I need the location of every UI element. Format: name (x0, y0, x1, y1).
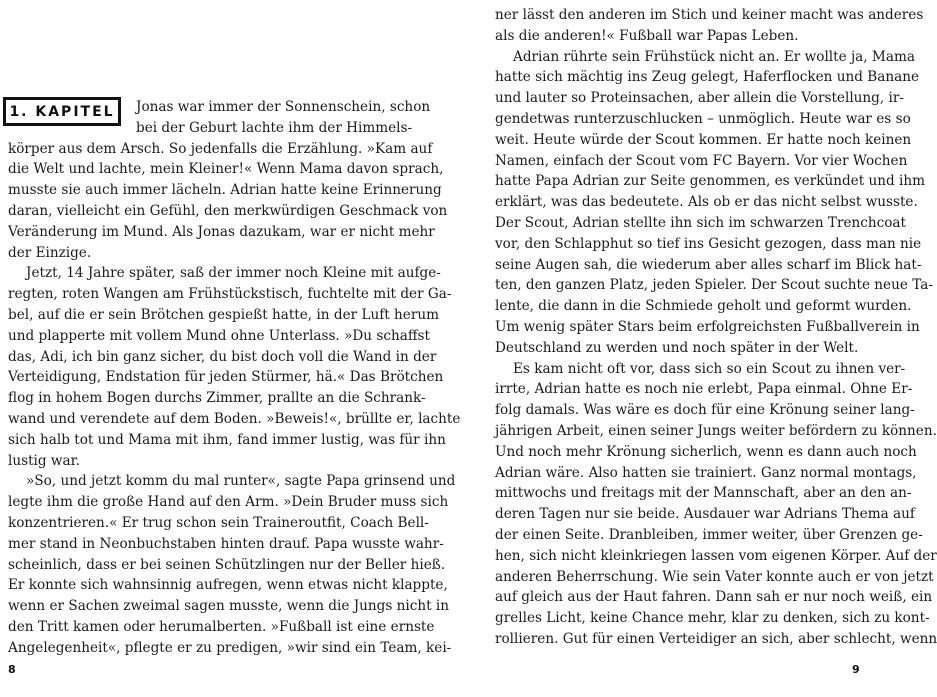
text-line: Verteidigung, Endstation für jeden Stürmer, hä.« Das Brötchen (8, 369, 444, 386)
text-line: bei der Geburt lachte ihm der Himmels- (136, 119, 413, 136)
text-line: grelles Licht, keine Chance mehr, klar zu denken, sich zu kont- (495, 610, 930, 627)
text-line: Namen, einfach der Scout vom FC Bayern. Vor vier Wochen (495, 152, 908, 169)
text-line: musste sie auch immer lächeln. Adrian hatte keine Erinnerung (8, 182, 442, 199)
text-line: Jonas war immer der Sonnenschein, schon (136, 99, 431, 115)
text-line: mittwochs und freitags mit der Mannschaft, aber an den an- (495, 485, 912, 502)
text-line: Es kam nicht oft vor, dass sich so ein Scout zu ihnen ver- (513, 360, 906, 377)
text-line: Er konnte sich wahnsinnig aufregen, wenn etwas nicht klappte, (8, 577, 448, 594)
text-line: ten, den ganzen Platz, jeden Spieler. Der Scout suchte neue Ta- (495, 277, 933, 294)
text-line: der Einzige. (8, 244, 92, 261)
text-line: Und noch mehr Krönung sicherlich, wenn es dann auch noch (495, 443, 917, 460)
text-line: den Tritt kamen oder herumalberten. »Fußball ist eine ernste (8, 618, 435, 635)
text-line: lente, die dann in die Schmiede geholt und geformt wurden. (495, 298, 912, 315)
text-line: das, Adi, ich bin ganz sicher, du bist doch voll die Wand in der (8, 348, 437, 365)
text-line: weit. Heute würde der Scout kommen. Er hatte noch keinen (495, 131, 912, 148)
text-line: deren Tagen nur sie beide. Ausdauer war Adrians Thema auf (495, 506, 915, 523)
page-number-left: 8 (8, 663, 16, 676)
text-line: konzentrieren.« Er trug schon sein Traineroutfit, Coach Bell- (8, 514, 429, 531)
text-line: sich halb tot und Mama mit ihm, fand immer lustig, was für ihn (8, 431, 446, 448)
text-line: scheinlich, dass er bei seinen Schützlingen nur der Beller hieß. (8, 556, 446, 573)
text-line: Jetzt, 14 Jahre später, saß der immer noch Kleine mit aufge- (26, 265, 441, 282)
text-line: hatte Papa Adrian zur Seite genommen, es verkündet und ihm (495, 173, 926, 190)
text-line: irrte, Adrian hatte es noch nie erlebt, Papa einmal. Ohne Er- (495, 381, 913, 398)
text-line: Adrian wäre. Also hatten sie trainiert. Ganz normal montags, (495, 464, 917, 481)
text-line: hen, sich nicht kleinkriegen lassen vom eigenen Körper. Auf der (495, 547, 937, 564)
text-line: auf gleich aus der Haut fahren. Dann sah er nur noch weiß, ein (495, 589, 933, 606)
text-line: als die anderen!« Fußball war Papas Leben. (495, 27, 799, 44)
text-line: wand und verendete auf dem Boden. »Beweis!«, brüllte er, lachte (8, 410, 461, 427)
text-line: rollieren. Gut für einen Verteidiger an sich, aber schlecht, wenn (495, 630, 937, 647)
right-page (495, 5, 937, 650)
text-line: daran, vielleicht ein Gefühl, den merkwürdigen Geschmack von (8, 202, 448, 219)
text-line: Der Scout, Adrian stellte ihn sich im schwarzen Trenchcoat (495, 214, 906, 231)
text-line: regten, roten Wangen am Frühstückstisch, fuchtelte mit der Ga- (8, 286, 452, 303)
text-line: »So, und jetzt komm du mal runter«, sagte Papa grinsend und (26, 473, 456, 490)
text-line: flog in hohem Bogen durchs Zimmer, prallte an die Schrank- (8, 390, 426, 407)
text-line: wenn er Sachen zweimal sagen musste, wenn die Jungs nicht in (8, 598, 450, 615)
text-line: hatte sich mächtig ins Zeug gelegt, Haferflocken und Banane (495, 69, 920, 86)
text-line: erklärt, was das bedeutete. Als ob er das nicht selbst wusste. (495, 194, 918, 211)
text-line: ner lässt den anderen im Stich und keiner macht was anderes (495, 7, 924, 23)
text-line: Angelegenheit«, pflegte er zu predigen, »wir sind ein Team, kei- (8, 639, 452, 656)
text-line: gendetwas runterzuschlucken – unmöglich. Heute war es so (495, 110, 911, 127)
text-line: Adrian rührte sein Frühstück nicht an. Er wollte ja, Mama (513, 48, 915, 65)
text-line: jährigen Arbeit, einen seiner Jungs weiter befördern zu können. (495, 422, 937, 439)
text-line: vor, den Schlapphut so tief ins Gesicht gezogen, dass man nie (495, 235, 922, 252)
left-page (8, 97, 461, 659)
page-number-right: 9 (852, 663, 860, 676)
text-line: und plapperte mit vollem Mund ohne Unterlass. »Du schaffst (8, 327, 430, 344)
text-line: anderen Beherrschung. Wie sein Vater konnte auch er von jetzt (495, 568, 934, 585)
text-line: legte ihm die große Hand auf den Arm. »Dein Bruder muss sich (8, 494, 449, 511)
text-line: bel, auf die er sein Brötchen gespießt hatte, in der Luft herum (8, 306, 439, 323)
text-line: lustig war. (8, 452, 80, 469)
chapter-heading: 1. KAPITEL (3, 97, 121, 126)
text-line: seine Augen sah, die wiederum aber alles scharf im Blick hat- (495, 256, 922, 273)
text-line: körper aus dem Arsch. So jedenfalls die Erzählung. »Kam auf (8, 140, 433, 157)
text-line: und lauter so Proteinsachen, aber allein die Vorstellung, ir- (495, 90, 904, 107)
text-line: der einen Seite. Dranbleiben, immer weiter, über Grenzen ge- (495, 526, 923, 543)
text-line: folg damals. Was wäre es doch für eine Krönung seiner lang- (495, 402, 915, 419)
text-line: die Welt und lachte, mein Kleiner!« Wenn Mama davon sprach, (8, 161, 444, 178)
text-line: Um wenig später Stars beim erfolgreichsten Fußballverein in (495, 318, 920, 335)
text-line: Veränderung im Mund. Als Jonas dazukam, war er nicht mehr (8, 223, 435, 240)
text-line: mer stand in Neonbuchstaben hinten drauf. Papa wusste wahr- (8, 535, 444, 552)
text-line: Deutschland zu werden und noch später in der Welt. (495, 339, 859, 356)
